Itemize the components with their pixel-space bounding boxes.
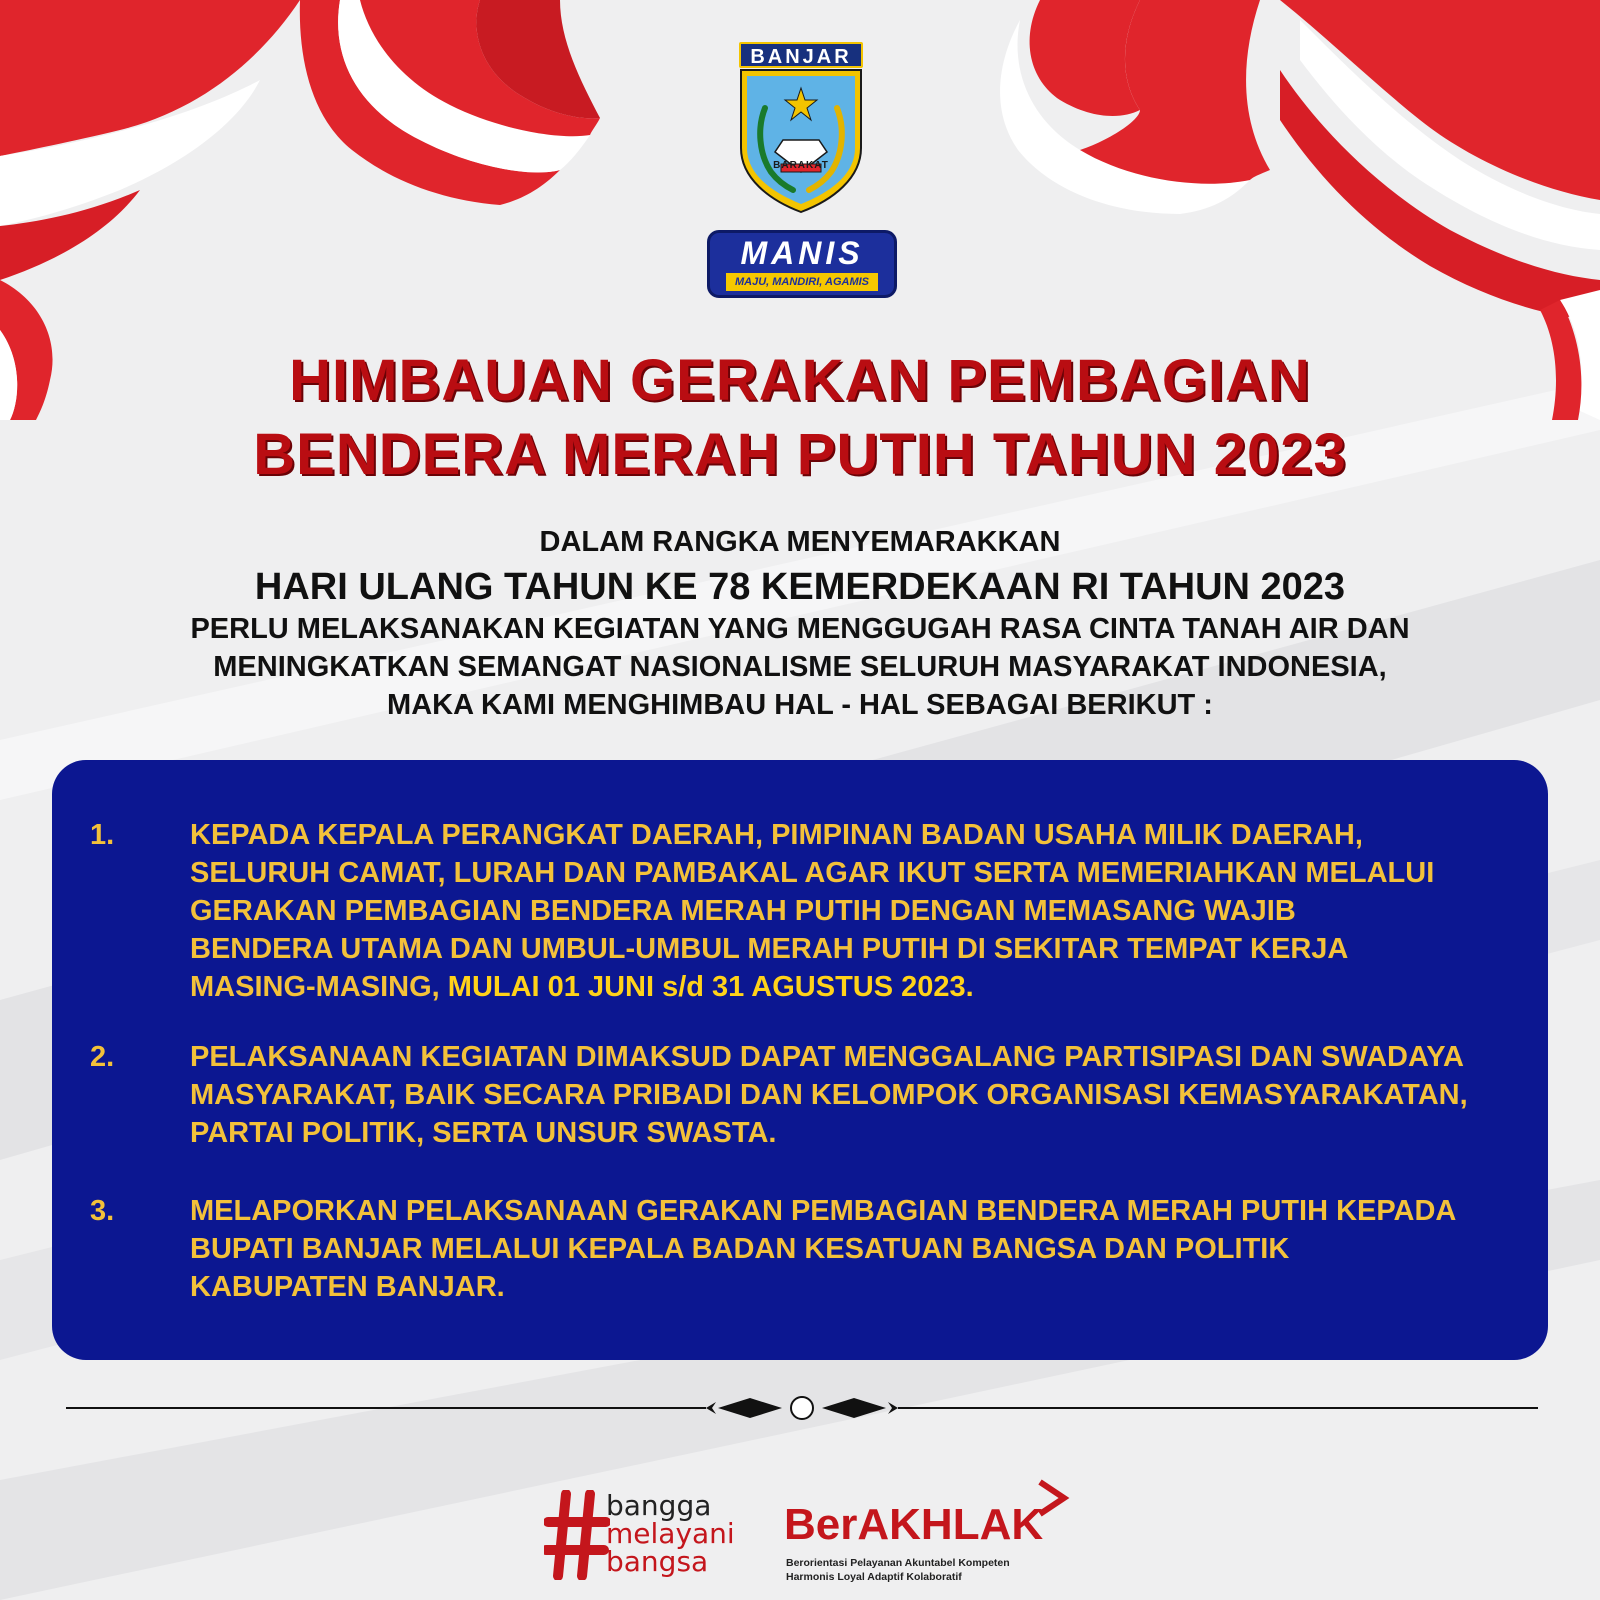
item-line: KABUPATEN BANJAR. (190, 1271, 505, 1303)
bangga-word: bangga (606, 1489, 712, 1522)
item-line: PELAKSANAAN KEGIATAN DIMAKSUD DAPAT MENGGALANG PARTISIPASI DAN SWADAYA (190, 1041, 1464, 1073)
title-line-2: BENDERA MERAH PUTIH TAHUN 2023 (253, 422, 1347, 487)
item-line: GERAKAN PEMBAGIAN BENDERA MERAH PUTIH DENGAN MEMASANG WAJIB (190, 895, 1296, 927)
hashtag-icon (544, 1490, 610, 1580)
item-line: MASYARAKAT, BAIK SECARA PRIBADI DAN KELOMPOK ORGANISASI KEMASYARAKATAN, (190, 1079, 1468, 1111)
item-last-line: MASING-MASING, (190, 971, 448, 1003)
berakhlak-logo (784, 1478, 1074, 1588)
intro-line-3: PERLU MELAKSANAKAN KEGIATAN YANG MENGGUGAH RASA CINTA TANAH AIR DAN (190, 613, 1410, 645)
crest-motto: BARAKAT (773, 160, 829, 171)
intro-line-2: HARI ULANG TAHUN KE 78 KEMERDEKAAN RI TAHUN 2023 (254, 566, 1346, 608)
intro-text (100, 520, 1500, 724)
crest-banner: BANJAR (739, 42, 863, 68)
berakhlak-tagline-2: Harmonis Loyal Adaptif Kolaboratif (786, 1571, 962, 1583)
item-text (190, 816, 1510, 1006)
item-line: SELURUH CAMAT, LURAH DAN PAMBAKAL AGAR IKUT SERTA MEMERIAHKAN MELALUI (190, 857, 1435, 889)
item-line: MELAPORKAN PELAKSANAAN GERAKAN PEMBAGIAN BENDERA MERAH PUTIH KEPADA (190, 1195, 1457, 1227)
manis-logo (707, 230, 897, 298)
intro-line-1: DALAM RANGKA MENYEMARAKKAN (539, 526, 1061, 558)
berakhlak-tagline-1: Berorientasi Pelayanan Akuntabel Kompeten (786, 1557, 1010, 1569)
item-line: PARTAI POLITIK, SERTA UNSUR SWASTA. (190, 1117, 777, 1149)
manis-tagline: MAJU, MANDIRI, AGAMIS (726, 273, 878, 291)
item-line: BUPATI BANJAR MELALUI KEPALA BADAN KESATUAN BANGSA DAN POLITIK (190, 1233, 1290, 1265)
item-text (190, 1038, 1510, 1152)
intro-line-4: MENINGKATKAN SEMANGAT NASIONALISME SELURUH MASYARAKAT INDONESIA, (213, 651, 1387, 683)
item-line: KEPADA KEPALA PERANGKAT DAERAH, PIMPINAN BADAN USAHA MILIK DAERAH, (190, 819, 1363, 851)
date-range-highlight: MULAI 01 JUNI s/d 31 AGUSTUS 2023. (447, 971, 974, 1003)
title-line-1: HIMBAUAN GERAKAN PEMBAGIAN (289, 348, 1311, 413)
item-line (190, 968, 1510, 1006)
banjar-crest (737, 38, 865, 214)
bangga-melayani-logo (544, 1490, 754, 1590)
item-number: 1. (90, 819, 115, 851)
item-number: 2. (90, 1041, 115, 1073)
melayani-word: melayani (606, 1517, 735, 1550)
crest-shield-icon (737, 68, 865, 214)
item-text (190, 1192, 1510, 1306)
page-title (100, 344, 1500, 492)
berakhlak-tagline (786, 1556, 1076, 1584)
intro-line-5: MAKA KAMI MENGHIMBAU HAL - HAL SEBAGAI BERIKUT : (387, 689, 1213, 721)
appeal-panel (52, 760, 1548, 1360)
berakhlak-word: BerAKHLAK (784, 1500, 1044, 1549)
bangsa-word: bangsa (606, 1545, 709, 1578)
item-number: 3. (90, 1195, 115, 1227)
item-line: BENDERA UTAMA DAN UMBUL-UMBUL MERAH PUTIH DI SEKITAR TEMPAT KERJA (190, 933, 1349, 965)
ornamental-divider (66, 1388, 1538, 1428)
manis-word: MANIS (740, 235, 864, 271)
